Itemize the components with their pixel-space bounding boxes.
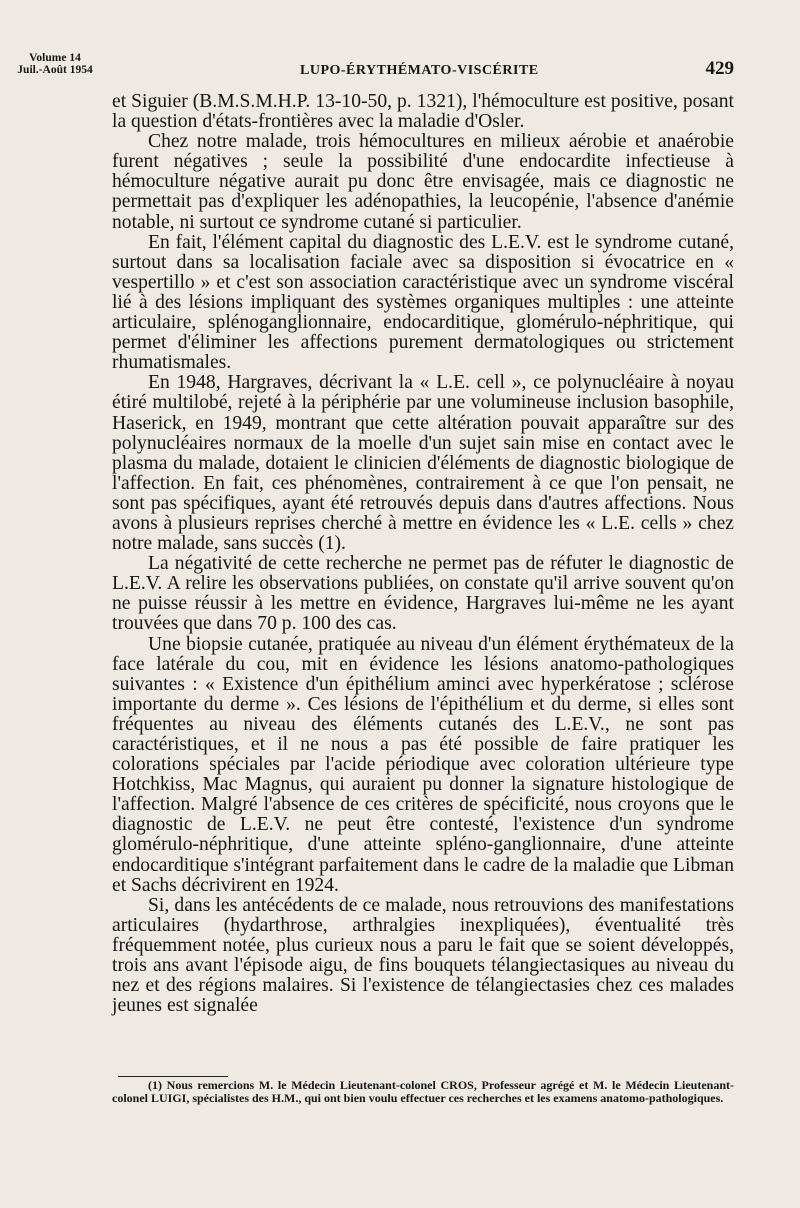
volume-info [10,52,100,76]
paragraph: Une biopsie cutanée, pratiquée au niveau d'un élément érythémateux de la face latérale du cou, mit en évidence les lésions anatomo-pathologiques suivantes : « Existence d'un épithélium aminci avec hyperkératose ; sclérose importante du derme ». Ces lésions de l'épithélium et du derme, si elles sont fréquentes au niveau des éléments cutanés des L.E.V., ne sont pas caractéristiques, et il ne nous a pas été possible de faire pratiquer les colorations spéciales par l'acide périodique avec coloration ultérieure type Hotchkiss, Mac Magnus, qui auraient pu donner la signature histologique de l'affection. Malgré l'absence de ces critères de spécificité, nous croyons que le diagnostic de L.E.V. ne peut être contesté, l'existence d'un syndrome glomérulo-néphritique, d'une atteinte spléno-ganglionnaire, d'une atteinte endocarditique s'intégrant parfaitement dans le cadre de la maladie que Libman et Sachs décrivirent en 1924. [112,633,734,896]
footnote-text: (1) Nous remercions M. le Médecin Lieutenant-colonel CROS, Professeur agrégé et M. le Médecin Lieutenant-colonel LUIGI, spécialistes des H.M., qui ont bien voulu effectuer ces recherches et les examens anatomo-pathologiques. [112,1078,734,1105]
issue-label: Juil.-Août 1954 [17,64,93,76]
paragraph: Chez notre malade, trois hémocultures en milieux aérobie et anaérobie furent négatives ; seule la possibilité d'une endocardite infectieuse à hémoculture négative aurait pu donc être envisagée, mais ce diagnostic ne permettait pas d'expliquer les adénopathies, la leucopénie, l'absence d'anémie notable, ni surtout ce syndrome cutané si particulier. [112,131,734,233]
footnote [112,1079,734,1105]
paragraph: et Siguier (B.M.S.M.H.P. 13-10-50, p. 1321), l'hémoculture est positive, posant la question d'états-frontières avec la maladie d'Osler. [112,91,734,133]
footnote-rule [118,1076,228,1077]
volume-label: Volume 14 [29,52,81,64]
paragraph: La négativité de cette recherche ne permet pas de réfuter le diagnostic de L.E.V. A relire les observations publiées, on constate qu'il arrive souvent qu'on ne puisse réussir à les mettre en évidence, Hargraves lui-même ne les ayant trouvées que dans 70 p. 100 des cas. [112,553,734,635]
running-title: LUPO-ÉRYTHÉMATO-VISCÉRITE [300,63,539,78]
article-body [112,92,734,1016]
page-number: 429 [705,58,734,79]
paragraph: En fait, l'élément capital du diagnostic des L.E.V. est le syndrome cutané, surtout dans sa localisation faciale avec sa disposition si évocatrice en « vespertillo » et c'est son association caractéristique avec un syndrome viscéral lié à des lésions impliquant des systèmes organiques multiples : une atteinte articulaire, splénoganglionnaire, endocarditique, glomérulo-néphritique, qui permet d'éliminer les affections purement dermatologiques ou strictement rhumatismales. [112,231,734,374]
paragraph: En 1948, Hargraves, décrivant la « L.E. cell », ce polynucléaire à noyau étiré multilobé, rejeté à la périphérie par une volumineuse inclusion basophile, Haserick, en 1949, montrant que cette altération pouvait apparaître sur des polynucléaires normaux de la moelle d'un sujet sain mise en contact avec le plasma du malade, dotaient le clinicien d'éléments de diagnostic biologique de l'affection. En fait, ces phénomènes, contrairement à ce que l'on pensait, ne sont pas spécifiques, ayant été retrouvés depuis dans d'autres affections. Nous avons à plusieurs reprises cherché à mettre en évidence les « L.E. cells » chez notre malade, sans succès (1). [112,372,734,555]
paragraph: Si, dans les antécédents de ce malade, nous retrouvions des manifestations articulaires (hydarthrose, arthralgies inexpliquées), éventualité très fréquemment notée, plus curieux nous a paru le fait que se soient développés, trois ans avant l'épisode aigu, de fins bouquets télangiectasiques au niveau du nez et des régions malaires. Si l'existence de télangiectasies chez ces malades jeunes est signalée [112,894,734,1017]
